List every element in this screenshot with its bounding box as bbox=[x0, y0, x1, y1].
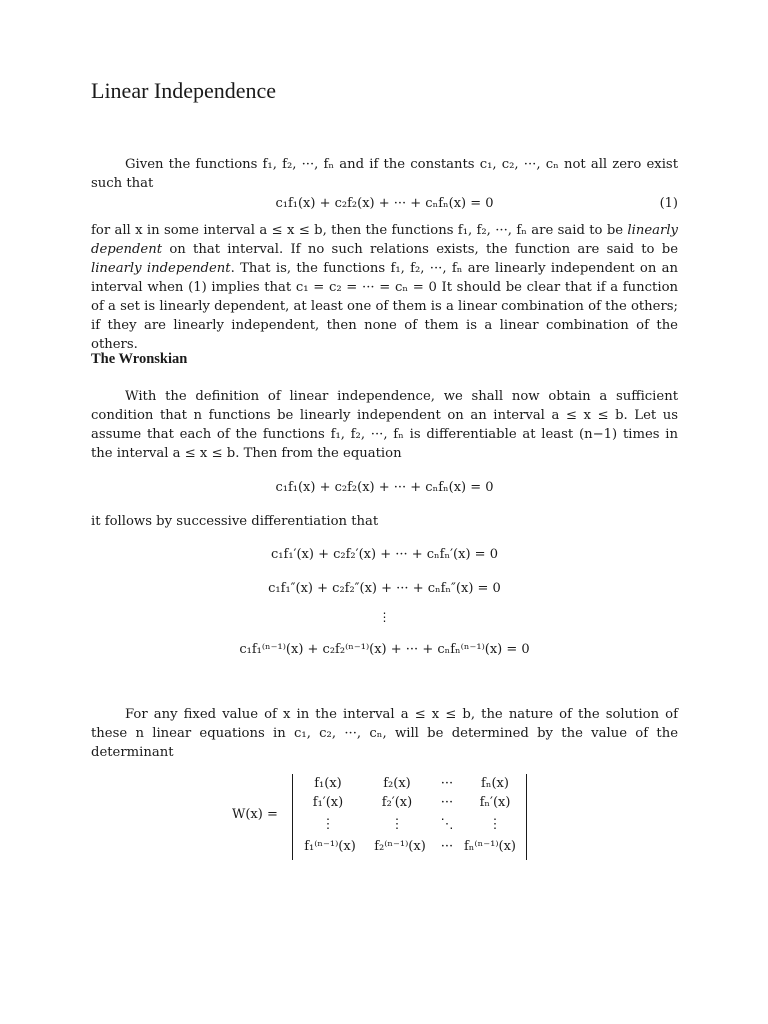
det-cell-r1c4: fₙ(x) bbox=[481, 776, 509, 791]
paragraph-intro-text: Given the functions f₁, f₂, ···, fₙ and if the constants c₁, c₂, ···, cₙ not all zero exist such that bbox=[91, 157, 678, 191]
det-cell-r4c1: f₁⁽ⁿ⁻¹⁾(x) bbox=[304, 839, 356, 854]
det-cell-r4c2: f₂⁽ⁿ⁻¹⁾(x) bbox=[374, 839, 426, 854]
paragraph-definition bbox=[91, 221, 678, 354]
det-cell-r2c1: f₁′(x) bbox=[312, 795, 344, 810]
equation-5: c₁f₁⁽ⁿ⁻¹⁾(x) + c₂f₂⁽ⁿ⁻¹⁾(x) + ··· + cₙfₙ⁽ⁿ⁻¹⁾(x) = 0 bbox=[239, 642, 530, 657]
equation-1 bbox=[91, 195, 678, 213]
equation-1-number: (1) bbox=[659, 196, 678, 211]
det-cell-r2c4: fₙ′(x) bbox=[479, 795, 511, 810]
det-cell-r3c2: ⋮ bbox=[390, 817, 404, 832]
equation-2: c₁f₁(x) + c₂f₂(x) + ··· + cₙfₙ(x) = 0 bbox=[275, 480, 494, 495]
det-cell-r1c3: ··· bbox=[440, 776, 454, 791]
page-title: Linear Independence bbox=[91, 78, 277, 103]
paragraph-definition-c: on that interval. If no such relations exists, the function are said to be bbox=[162, 242, 678, 257]
term-linearly-independent: linearly independent bbox=[91, 261, 231, 276]
document-page bbox=[91, 0, 678, 1024]
det-cell-r3c3: ⋱ bbox=[440, 817, 454, 832]
paragraph-definition-e: . That is, the functions f₁, f₂, ···, fₙ are linearly independent on an interval when (1) implies that c₁ = c₂ = ··· = cₙ = 0 It should be clear that if a function of a set is linearly dependent, at least one of them is a linear combination of the others; if they are linearly independent, then none of them is a linear combination of the others. bbox=[91, 261, 678, 352]
paragraph-intro bbox=[91, 155, 678, 193]
section-title: The Wronskian bbox=[91, 351, 188, 367]
paragraph-wronskian-intro bbox=[91, 387, 678, 463]
paragraph-determinant-text: For any fixed value of x in the interval a ≤ x ≤ b, the nature of the solution of these n linear equations in c₁, c₂, ···, cₙ, will be determined by the value of the determinant bbox=[91, 707, 678, 760]
wronskian-determinant bbox=[232, 770, 532, 862]
term-linearly-dependent: linearly dependent bbox=[91, 223, 678, 257]
paragraph-definition-a: for all x in some interval a ≤ x ≤ b, then the functions f₁, f₂, ···, fₙ are said to be bbox=[91, 223, 628, 238]
det-cell-r1c1: f₁(x) bbox=[314, 776, 342, 791]
det-cell-r1c2: f₂(x) bbox=[383, 776, 411, 791]
paragraph-determinant bbox=[91, 705, 678, 762]
determinant-label: W(x) = bbox=[232, 807, 278, 822]
equation-1-text: c₁f₁(x) + c₂f₂(x) + ··· + cₙfₙ(x) = 0 bbox=[275, 196, 494, 211]
equation-3: c₁f₁′(x) + c₂f₂′(x) + ··· + cₙfₙ′(x) = 0 bbox=[271, 547, 498, 562]
equation-vdots: ⋮ bbox=[378, 610, 391, 624]
det-cell-r3c1: ⋮ bbox=[321, 817, 335, 832]
paragraph-wronskian-intro-text: With the definition of linear independence, we shall now obtain a sufficient condition that n functions be linearly independent on an interval a ≤ x ≤ b. Let us assume that each of the functions f₁, f₂, ···, fₙ is differentiable at least (n−1) times in the interval a ≤ x ≤ b. Then from the equation bbox=[91, 389, 678, 461]
det-cell-r4c3: ··· bbox=[440, 839, 454, 854]
det-cell-r3c4: ⋮ bbox=[488, 817, 502, 832]
equation-4: c₁f₁″(x) + c₂f₂″(x) + ··· + cₙfₙ″(x) = 0 bbox=[268, 581, 501, 596]
det-cell-r4c4: fₙ⁽ⁿ⁻¹⁾(x) bbox=[464, 839, 516, 854]
det-cell-r2c3: ··· bbox=[440, 795, 454, 810]
det-cell-r2c2: f₂′(x) bbox=[381, 795, 413, 810]
paragraph-successive: it follows by successive differentiation that bbox=[91, 514, 379, 529]
